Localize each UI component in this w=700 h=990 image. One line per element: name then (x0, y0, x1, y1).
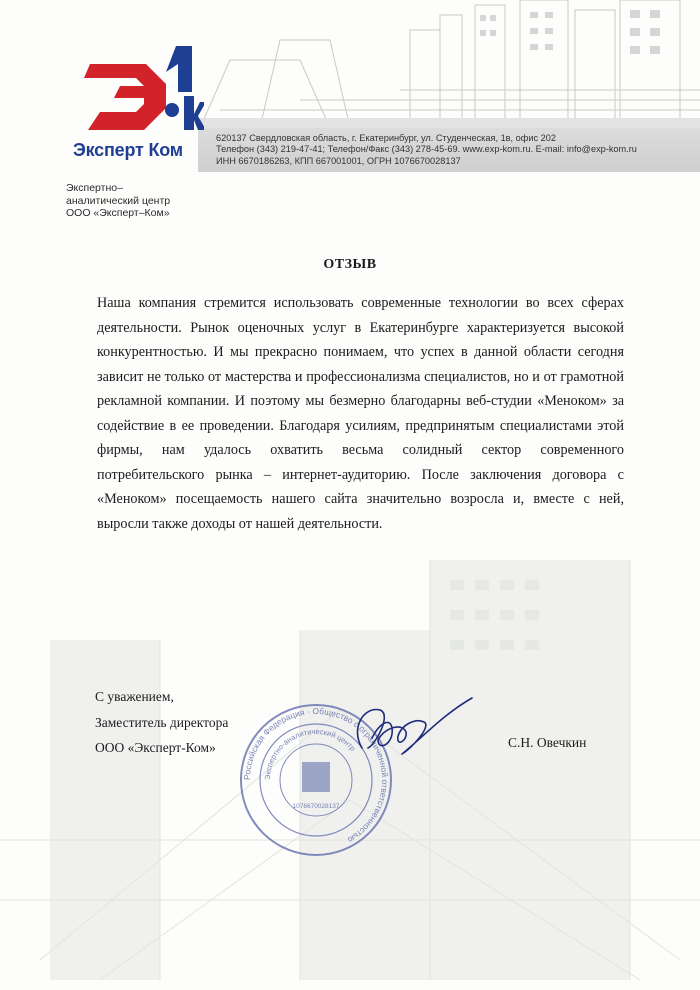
letter-body (97, 291, 624, 536)
stamp-code: 1076670028137 (292, 803, 340, 810)
signer-organization: ООО «Эксперт-Ком» (95, 740, 216, 755)
handwritten-signature-icon (332, 688, 482, 768)
brand-name: Эксперт Ком (73, 140, 183, 160)
company-logo-icon (84, 42, 204, 142)
company-requisites: ИНН 6670186263, КПП 667001001, ОГРН 1076670028137 (216, 155, 461, 166)
company-subtitle (66, 182, 170, 220)
company-phones: Телефон (343) 219-47-41; Телефон/Факс (343) 278-45-69. www.exp-kom.ru. E-mail: info@exp-kom.ru (216, 144, 637, 155)
signer-position: Заместитель директора (95, 714, 229, 730)
subtitle-line-3: ООО «Эксперт–Ком» (66, 207, 170, 219)
subtitle-line-1: Экспертно– (66, 182, 123, 194)
closing-regards: С уважением, (95, 689, 174, 704)
subtitle-line-2: аналитический центр (66, 194, 171, 207)
letter-title: ОТЗЫВ (323, 257, 377, 272)
company-address: 620137 Свердловская область, г. Екатеринбург, ул. Студенческая, 1в, офис 202 (216, 133, 556, 143)
closing-block (95, 684, 228, 761)
contact-block (216, 133, 637, 167)
letter-paragraph: Наша компания стремится использовать современные технологии во всех сферах деятельности. Рынок оценочных услуг в Екатеринбурге характеризуется высокой конкурентностью. И мы прекрасно понимаем, что успех в данной области сегодня зависит не только от мастерства и профессионализма специалистов, но и от грамотной рекламной компании. И поэтому мы безмерно благодарны веб-студии «Меноком» за содействие в ее проведении. Благодаря усилиям, предпринятым специалистами этой фирмы, нам удалось охватить весьма солидный сектор современного потребительского рынка – интернет-аудиторию. После заключения договора с «Меноком» посещаемость нашего сайта значительно возросла и, вместе с ней, выросли также доходы от нашей деятельности. (97, 295, 624, 532)
stamp-outer-text: Российская Федерация · Общество с ограниченной ответственностью (241, 705, 391, 846)
signer-name: С.Н. Овечкин (508, 735, 587, 750)
stamp-inner-text: Экспертно-аналитический центр (262, 726, 358, 781)
